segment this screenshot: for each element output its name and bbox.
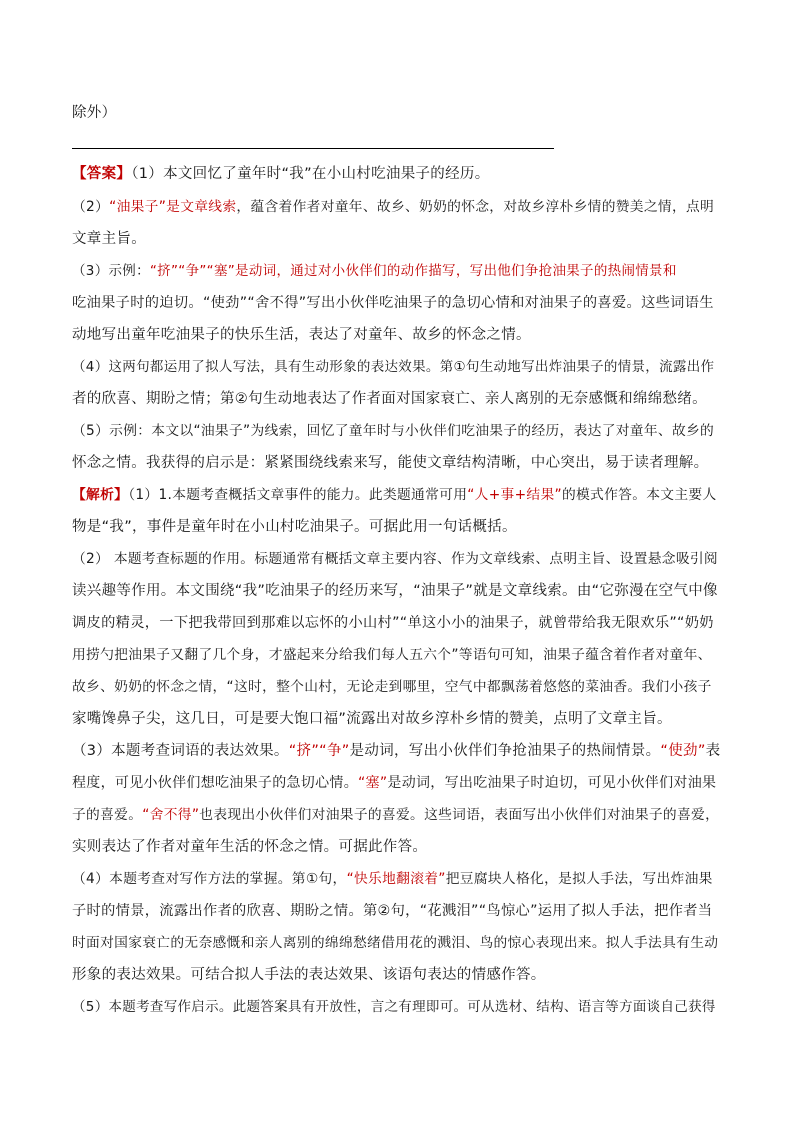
answer-q4: （4）这两句都运用了拟人写法，具有生动形象的表达效果。第①句生动地写出炸油果子的情景，流露出作: [72, 359, 715, 375]
analysis-a2: （2） 本题考查标题的作用。标题通常有概括文章主要内容、作为文章线索、点明主旨、设置悬念吸引阅: [72, 551, 718, 567]
answer-underline: [72, 148, 554, 149]
answer-q3: （3）示例：“挤”“争”“塞”是动词，通过对小伙伴们的动作描写，写出他们争抢油果子的热闹情景和: [72, 263, 677, 279]
analysis-a2-line5: 故乡、奶奶的怀念之情，“这时，整个山村，无论走到哪里，空气中都飘荡着悠悠的菜油香。我们小孩子: [72, 679, 712, 695]
answer-tag: 【答案】: [72, 166, 132, 182]
analysis-a4: （4）本题考查对写作方法的掌握。第①句，“快乐地翻滚着”把豆腐块人格化，是拟人手法，写出炸油果: [72, 871, 713, 887]
answer-q5: （5）示例：本文以“油果子”为线索，回忆了童年时与小伙伴们吃油果子的经历，表达了对童年、故乡的: [72, 423, 715, 439]
top-text: 除外）: [72, 105, 117, 121]
answer-q2-cont: 文章主旨。: [72, 231, 146, 247]
analysis-a3: （3）本题考查词语的表达效果。“挤”“争”是动词，写出小伙伴们争抢油果子的热闹情景。“使劲”表: [72, 743, 721, 759]
analysis-a3-line3: 子的喜爱。“舍不得”也表现出小伙伴们对油果子的喜爱。这些词语，表面写出小伙伴们对油果子的喜爱，: [72, 807, 720, 823]
answer-q3-line3: 动地写出童年吃油果子的快乐生活，表达了对童年、故乡的怀念之情。: [72, 327, 531, 343]
answer-q3-line2: 吃油果子时的迫切。“使劲”“舍不得”写出小伙伴吃油果子的急切心情和对油果子的喜爱。这些词语生: [72, 295, 714, 311]
answer-q2: （2）“油果子”是文章线索，蕴含着作者对童年、故乡、奶奶的怀念，对故乡淳朴乡情的赞美之情，点明: [72, 199, 715, 215]
answer-q5-line2: 怀念之情。我获得的启示是：紧紧围绕线索来写，能使文章结构清晰，中心突出，易于读者理解。: [72, 455, 709, 471]
answer-q1: 【答案】（1）本文回忆了童年时“我”在小山村吃油果子的经历。: [72, 166, 490, 182]
analysis-a2-line4: 用捞勺把油果子又翻了几个身，才盛起来分给我们每人五六个”等语句可知，油果子蕴含着作者对童年、: [72, 647, 712, 663]
analysis-a4-line3: 时面对国家衰亡的无奈感慨和亲人离别的绵绵愁绪借用花的溅泪、鸟的惊心表现出来。拟人手法具有生动: [72, 935, 719, 951]
analysis-a3-line2: 程度，可见小伙伴们想吃油果子的急切心情。“塞”是动词，写出吃油果子时迫切，可见小伙伴们对油果: [72, 775, 717, 791]
analysis-a3-line4: 实则表达了作者对童年生活的怀念之情。可据此作答。: [72, 839, 428, 855]
analysis-a2-line2: 读兴趣等作用。本文围绕“我”吃油果子的经历来写，“油果子”就是文章线索。由“它弥漫在空气中像: [72, 583, 718, 599]
answer-q4-line2: 者的欣喜、期盼之情；第②句生动地表达了作者面对国家衰亡、亲人离别的无奈感慨和绵绵愁绪。: [72, 391, 707, 407]
analysis-a1-line2: 物是“我”，事件是童年时在小山村吃油果子。可据此用一句话概括。: [72, 519, 517, 535]
analysis-a4-line2: 子时的情景，流露出作者的欣喜、期盼之情。第②句，“花溅泪”“鸟惊心”运用了拟人手法，把作者当: [72, 903, 713, 919]
analysis-a1: 【解析】（1）1.本题考查概括文章事件的能力。此类题通常可用“人+事+结果”的模式作答。本文主要人: [72, 487, 717, 503]
analysis-a2-line6: 家嘴馋鼻子尖，这几日，可是要大饱口福”流露出对故乡淳朴乡情的赞美，点明了文章主旨。: [72, 711, 672, 727]
analysis-a2-line3: 调皮的精灵，一下把我带回到那难以忘怀的小山村”“单这小小的油果子，就曾带给我无限欢乐”“奶奶: [72, 615, 714, 631]
analysis-tag: 【解析】: [72, 487, 129, 503]
analysis-a4-line4: 形象的表达效果。可结合拟人手法的表达效果、该语句表达的情感作答。: [72, 967, 546, 983]
analysis-a5: （5）本题考查写作启示。此题答案具有开放性，言之有理即可。可从选材、结构、语言等方面谈自己获得: [72, 999, 716, 1015]
